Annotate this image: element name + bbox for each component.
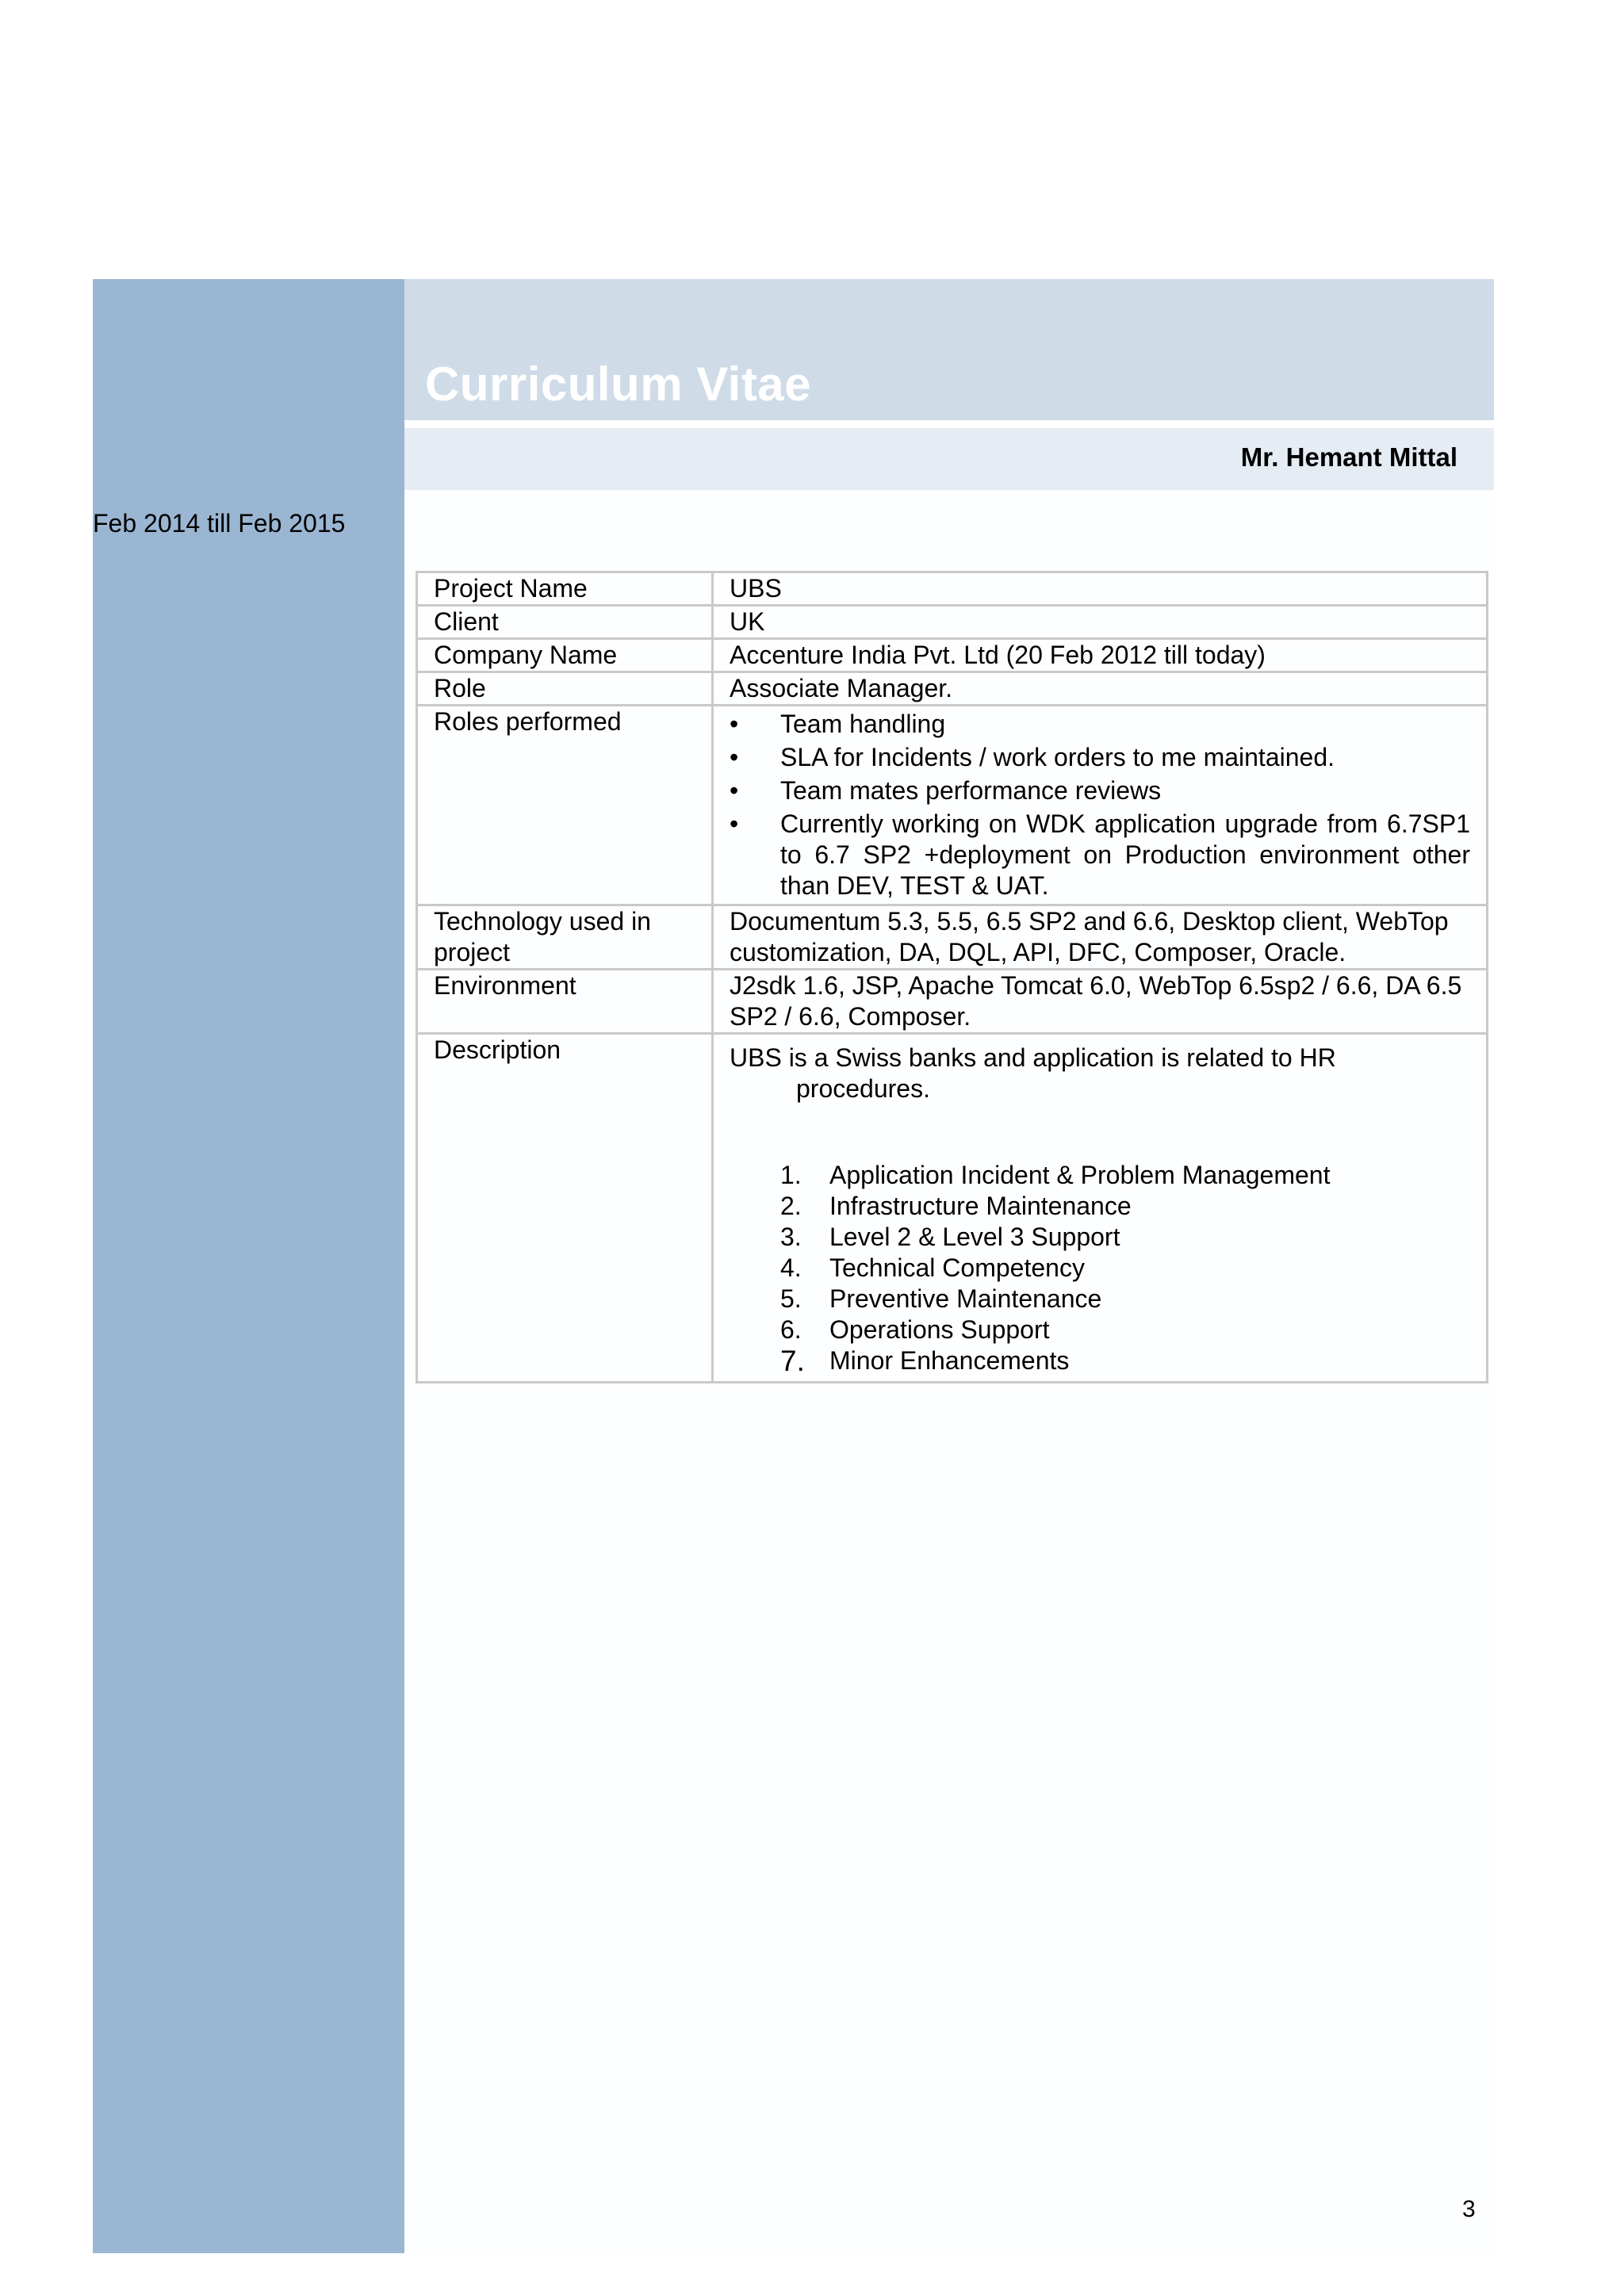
role-value: Associate Manager. — [713, 672, 1488, 706]
task-number: 5. — [780, 1284, 802, 1313]
technology-value: Documentum 5.3, 5.5, 6.5 SP2 and 6.6, Desktop client, WebTop customization, DA, DQL, API, DFC, Composer, Oracle. — [713, 905, 1488, 970]
task-text: Level 2 & Level 3 Support — [829, 1223, 1120, 1251]
table-row — [417, 970, 1488, 1034]
environment-label: Environment — [417, 970, 713, 1034]
project-details-table — [416, 571, 1488, 1383]
description-line-2: procedures. — [796, 1074, 930, 1103]
table-row — [417, 639, 1488, 672]
company-label: Company Name — [417, 639, 713, 672]
task-text: Operations Support — [829, 1315, 1050, 1344]
list-item — [780, 1160, 1470, 1191]
page-number: 3 — [1462, 2196, 1476, 2222]
tasks-list — [730, 1160, 1470, 1376]
list-item: • Team mates performance reviews — [780, 775, 1470, 806]
task-number: 3. — [780, 1223, 802, 1251]
table-row — [417, 706, 1488, 905]
list-item: • Currently working on WDK application upgrade from 6.7SP1 to 6.7 SP2 +deployment on Production environment other than DEV, TEST & UAT. — [780, 809, 1470, 901]
table-row — [417, 572, 1488, 606]
employment-period: Feb 2014 till Feb 2015 — [93, 509, 346, 538]
candidate-name: Mr. Hemant Mittal — [1240, 442, 1457, 472]
roles-performed-value — [713, 706, 1488, 905]
task-text: Application Incident & Problem Management — [829, 1161, 1331, 1189]
project-name-value: UBS — [713, 572, 1488, 606]
task-text: Infrastructure Maintenance — [829, 1192, 1132, 1220]
table-row — [417, 606, 1488, 639]
description-label: Description — [417, 1034, 713, 1383]
role-label: Role — [417, 672, 713, 706]
task-text: Preventive Maintenance — [829, 1284, 1102, 1313]
task-text: Minor Enhancements — [829, 1346, 1070, 1375]
list-item — [780, 1284, 1470, 1314]
list-item — [780, 1345, 1470, 1376]
company-value: Accenture India Pvt. Ltd (20 Feb 2012 till today) — [713, 639, 1488, 672]
task-number: 6. — [780, 1315, 802, 1344]
list-item — [780, 1222, 1470, 1253]
left-sidebar-band — [93, 279, 404, 2253]
project-name-label: Project Name — [417, 572, 713, 606]
client-label: Client — [417, 606, 713, 639]
list-item: • Team handling — [780, 709, 1470, 740]
table-row — [417, 905, 1488, 970]
list-item: • SLA for Incidents / work orders to me maintained. — [780, 742, 1470, 773]
description-line-1: UBS is a Swiss banks and application is related to HR — [730, 1043, 1336, 1072]
client-value: UK — [713, 606, 1488, 639]
list-item — [780, 1191, 1470, 1222]
task-number: 7. — [780, 1345, 805, 1377]
document-title: Curriculum Vitae — [425, 358, 812, 411]
task-text: Technical Competency — [829, 1253, 1085, 1282]
task-number: 2. — [780, 1192, 802, 1220]
task-number: 4. — [780, 1253, 802, 1282]
table-row — [417, 1034, 1488, 1383]
table-row — [417, 672, 1488, 706]
technology-label: Technology used in project — [417, 905, 713, 970]
roles-performed-label: Roles performed — [417, 706, 713, 905]
description-value — [713, 1034, 1488, 1383]
list-item — [780, 1253, 1470, 1284]
environment-value: J2sdk 1.6, JSP, Apache Tomcat 6.0, WebTop 6.5sp2 / 6.6, DA 6.5 SP2 / 6.6, Composer. — [713, 970, 1488, 1034]
list-item — [780, 1314, 1470, 1345]
roles-list — [730, 709, 1470, 901]
task-number: 1. — [780, 1161, 802, 1189]
name-band — [404, 428, 1494, 490]
